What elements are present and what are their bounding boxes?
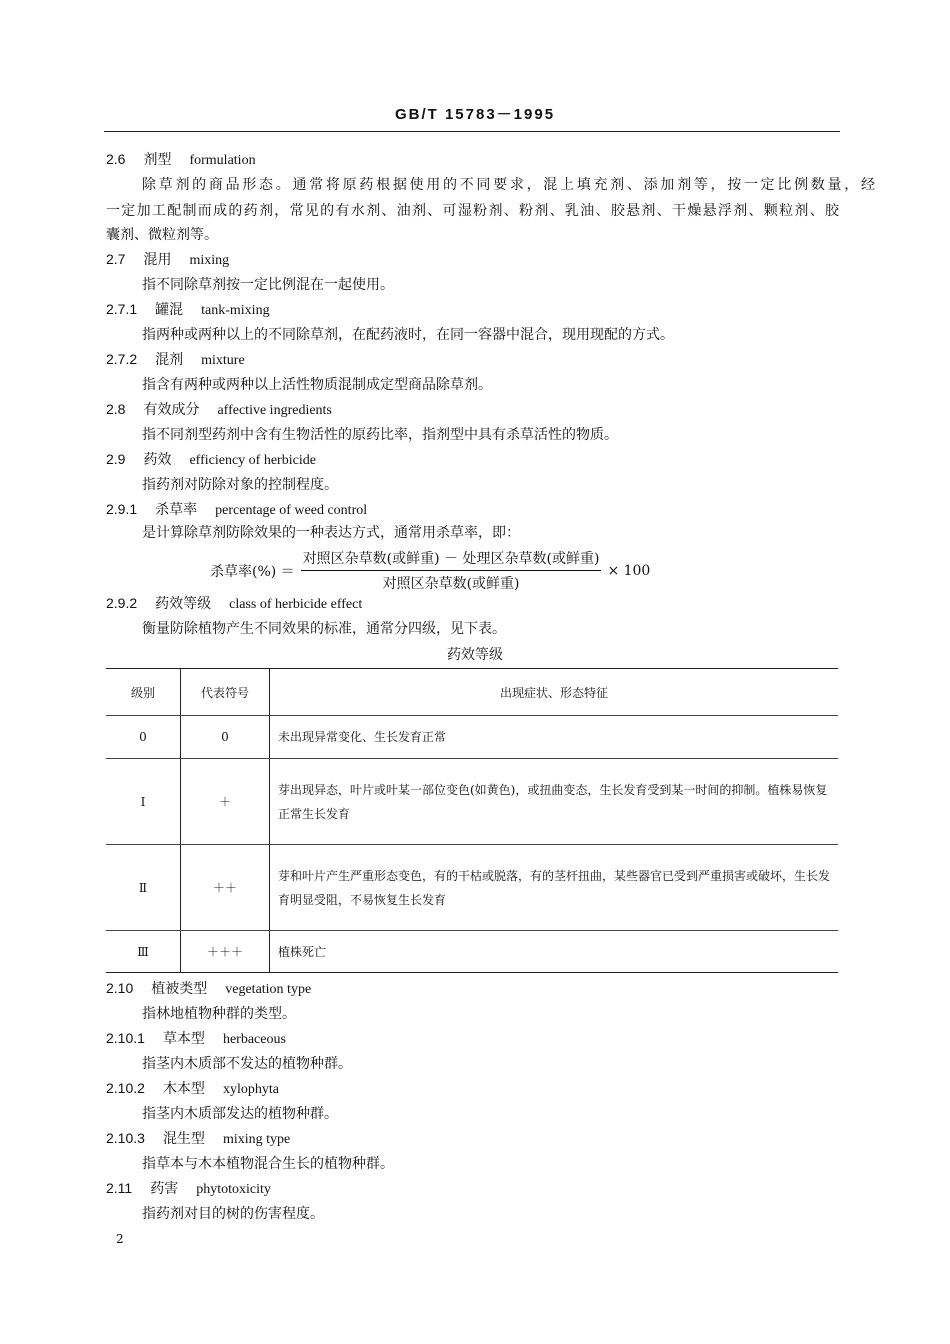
paragraph: 指含有两种或两种以上活性物质混制成定型商品除草剂。 <box>142 377 492 393</box>
weed-control-formula <box>210 548 650 593</box>
section-heading <box>106 150 256 170</box>
paragraph: 指草本与木本植物混合生长的植物种群。 <box>142 1156 394 1172</box>
section-heading: 2.8 有效成分 affective ingredients <box>106 401 332 418</box>
section-heading: 2.10.1 草本型 herbaceous <box>106 1030 286 1047</box>
section-term-en: formulation <box>189 153 256 168</box>
page-number: 2 <box>116 1232 124 1246</box>
paragraph: 指茎内木质部不发达的植物种群。 <box>142 1056 352 1072</box>
table-title: 药效等级 <box>447 647 503 663</box>
table-cell-desc: 未出现异常变化、生长发育正常 <box>270 716 839 759</box>
formula-rhs: × 100 <box>607 562 651 579</box>
section-heading: 2.9.2 药效等级 class of herbicide effect <box>106 595 363 612</box>
paragraph: 衡量防除植物产生不同效果的标准，通常分四级，见下表。 <box>142 621 506 637</box>
table-cell-level: Ⅱ <box>106 845 181 931</box>
formula-lhs: 杀草率(%) ＝ <box>210 563 295 580</box>
table-row <box>106 845 838 931</box>
section-heading: 2.11 药害 phytotoxicity <box>106 1180 271 1197</box>
paragraph: 指药剂对目的树的伤害程度。 <box>142 1206 324 1222</box>
paragraph: 指茎内木质部发达的植物种群。 <box>142 1106 338 1122</box>
section-heading: 2.10 植被类型 vegetation type <box>106 980 312 997</box>
table-row <box>106 716 838 759</box>
paragraph: 指药剂对防除对象的控制程度。 <box>142 477 338 493</box>
paragraph: 指两种或两种以上的不同除草剂，在配药液时，在同一容器中混合，现用现配的方式。 <box>142 327 674 343</box>
formula-fraction <box>301 548 602 593</box>
section-term: 剂型 <box>143 152 172 168</box>
table-header-cell: 代表符号 <box>181 669 270 716</box>
formula-numerator: 对照区杂草数(或鲜重) － 处理区杂草数(或鲜重) <box>301 548 602 571</box>
table-row <box>106 931 838 973</box>
paragraph-line: 囊剂、微粒剂等。 <box>106 227 218 243</box>
section-heading: 2.7.2 混剂 mixture <box>106 351 245 368</box>
table-header-cell: 出现症状、形态特征 <box>270 669 839 716</box>
header-rule <box>104 131 840 132</box>
paragraph-line: 除草剂的商品形态。通常将原药根据使用的不同要求，混上填充剂、添加剂等，按一定比例数量，经 <box>142 177 875 193</box>
table-cell-symbol: ＋ <box>181 759 270 845</box>
table-header-row <box>106 669 838 716</box>
table-cell-symbol: ＋＋＋ <box>181 931 270 973</box>
section-heading: 2.7.1 罐混 tank-mixing <box>106 301 270 318</box>
table-header-cell: 级别 <box>106 669 181 716</box>
table-cell-desc: 芽出现异态，叶片或叶某一部位变色(如黄色)，或扭曲变态，生长发育受到某一时间的抑制。植株易恢复正常生长发育 <box>270 759 839 845</box>
formula-denominator: 对照区杂草数(或鲜重) <box>382 576 520 592</box>
table-cell-symbol: ＋＋ <box>181 845 270 931</box>
table-cell-desc: 芽和叶片产生严重形态变色，有的干枯或脱落，有的茎杆扭曲，某些器官已受到严重损害或破坏，生长发育明显受阻，不易恢复生长发育 <box>270 845 839 931</box>
paragraph: 指林地植物种群的类型。 <box>142 1006 296 1022</box>
paragraph: 指不同剂型药剂中含有生物活性的原药比率，指剂型中具有杀草活性的物质。 <box>142 427 618 443</box>
efficacy-grade-table <box>106 668 838 973</box>
section-heading: 2.9 药效 efficiency of herbicide <box>106 451 316 468</box>
paragraph: 是计算除草剂防除效果的一种表达方式，通常用杀草率，即： <box>142 525 520 541</box>
table-cell-desc: 植株死亡 <box>270 931 839 973</box>
table-cell-level: Ⅰ <box>106 759 181 845</box>
table-cell-symbol: 0 <box>181 716 270 759</box>
paragraph-line: 一定加工配制而成的药剂，常见的有水剂、油剂、可湿粉剂、粉剂、乳油、胶悬剂、干燥悬浮剂、颗粒剂、胶 <box>106 203 839 219</box>
table-cell-level: Ⅲ <box>106 931 181 973</box>
section-heading: 2.7 混用 mixing <box>106 251 230 268</box>
section-heading: 2.10.2 木本型 xylophyta <box>106 1080 279 1097</box>
section-heading: 2.10.3 混生型 mixing type <box>106 1130 291 1147</box>
section-heading: 2.9.1 杀草率 percentage of weed control <box>106 501 368 518</box>
document-header: GB/T 15783－1995 <box>394 106 556 123</box>
table-cell-level: 0 <box>106 716 181 759</box>
section-number: 2.6 <box>106 151 126 167</box>
table-row <box>106 759 838 845</box>
paragraph: 指不同除草剂按一定比例混在一起使用。 <box>142 277 394 293</box>
